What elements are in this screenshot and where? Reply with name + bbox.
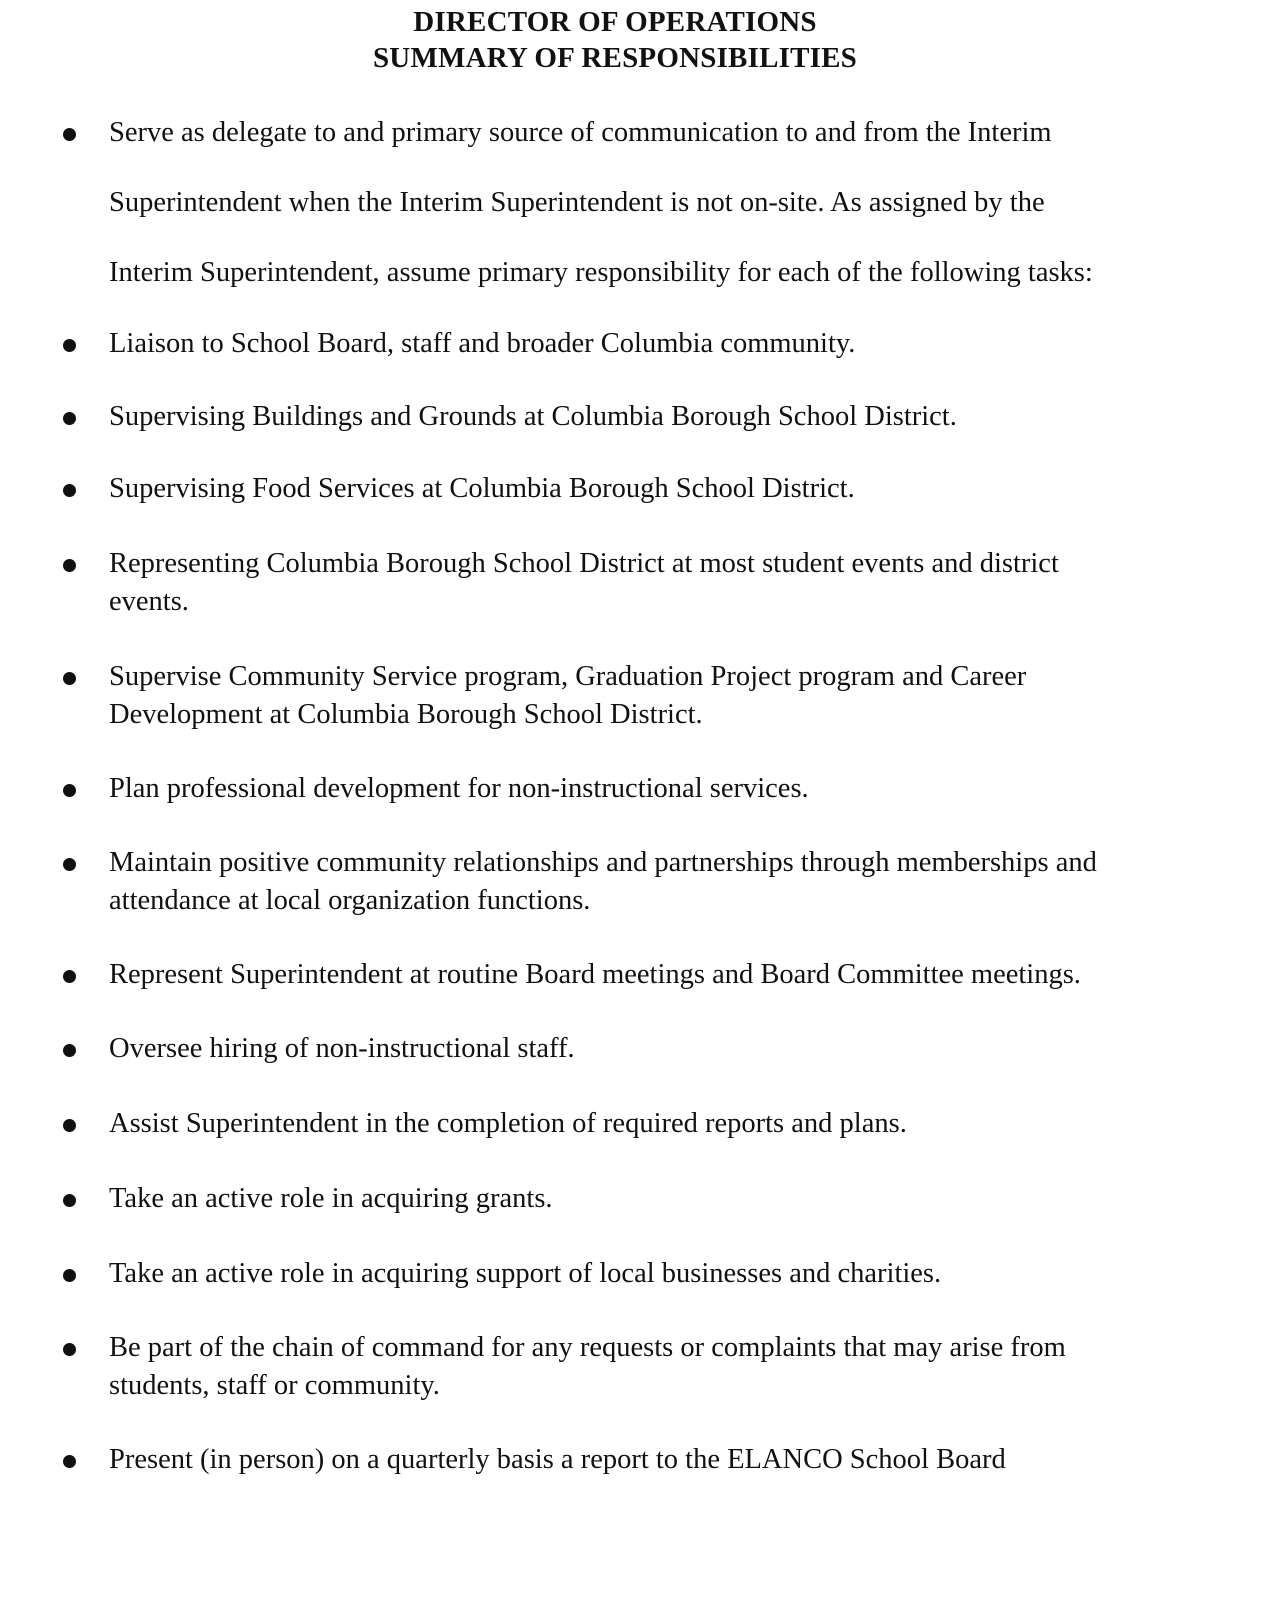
bullet-icon (63, 672, 76, 685)
list-item-text: Take an active role in acquiring grants. (109, 1183, 553, 1214)
bullet-icon (63, 1194, 76, 1207)
list-item-text: Supervise Community Service program, Graduation Project program and Career Development at Columbia Borough School District. (109, 661, 1027, 730)
title-line-2: SUMMARY OF RESPONSIBILITIES (372, 42, 858, 74)
bullet-icon (63, 858, 76, 871)
list-item-text: Serve as delegate to and primary source of communication to and from the Interim Superintendent when the Interim Superintendent is not on-site. As assigned by the Interim Superintendent, assume primary responsibility for each of the following tasks: (109, 117, 1093, 288)
bullet-icon (63, 1044, 76, 1057)
list-item-text: Take an active role in acquiring support of local businesses and charities. (109, 1258, 942, 1289)
list-item-text: Present (in person) on a quarterly basis a report to the ELANCO School Board (109, 1444, 1006, 1475)
bullet-icon (63, 484, 76, 497)
list-item-text: Representing Columbia Borough School District at most student events and district events. (109, 548, 1059, 617)
bullet-icon (63, 412, 76, 425)
list-item-text: Supervising Buildings and Grounds at Columbia Borough School District. (109, 401, 957, 432)
bullet-icon (63, 784, 76, 797)
title-line-1: DIRECTOR OF OPERATIONS (413, 6, 817, 38)
bullet-icon (63, 1455, 76, 1468)
list-item-text: Plan professional development for non-instructional services. (109, 773, 809, 804)
bullet-icon (63, 1269, 76, 1282)
bullet-icon (63, 1119, 76, 1132)
list-item-text: Assist Superintendent in the completion of required reports and plans. (109, 1108, 907, 1139)
bullet-icon (63, 559, 76, 572)
list-item-text: Represent Superintendent at routine Board meetings and Board Committee meetings. (109, 959, 1081, 990)
list-item-text: Maintain positive community relationships and partnerships through memberships and attendance at local organization functions. (109, 847, 1097, 916)
list-item-text: Liaison to School Board, staff and broader Columbia community. (109, 328, 856, 359)
list-item-text: Supervising Food Services at Columbia Borough School District. (109, 473, 855, 504)
bullet-icon (63, 128, 76, 141)
bullet-icon (63, 339, 76, 352)
bullet-icon (63, 1343, 76, 1356)
bullet-icon (63, 970, 76, 983)
document-title (0, 4, 1230, 76)
list-item-text: Be part of the chain of command for any requests or complaints that may arise from students, staff or community. (109, 1332, 1066, 1401)
list-item-text: Oversee hiring of non-instructional staff. (109, 1033, 575, 1064)
